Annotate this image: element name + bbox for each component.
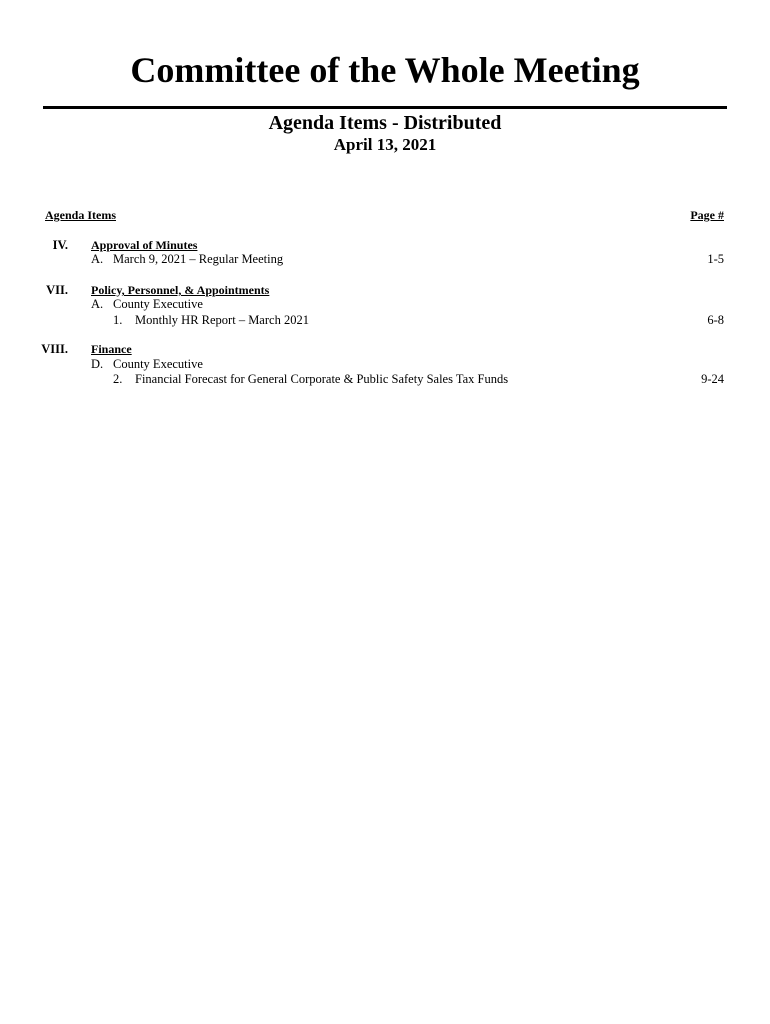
page-number-header: Page # bbox=[690, 208, 724, 222]
section-numeral: IV. bbox=[52, 238, 68, 252]
item-page: 6-8 bbox=[707, 313, 724, 327]
item-marker: A. bbox=[91, 252, 104, 266]
item-text: County Executive bbox=[113, 297, 203, 311]
agenda-items-header: Agenda Items bbox=[45, 208, 116, 222]
item-text: March 9, 2021 – Regular Meeting bbox=[113, 252, 284, 266]
agenda-line bbox=[91, 357, 203, 372]
document-title: Committee of the Whole Meeting bbox=[130, 50, 640, 90]
document-subtitle: Agenda Items - Distributed bbox=[268, 112, 502, 134]
item-text: County Executive bbox=[113, 357, 203, 371]
section-numeral: VII. bbox=[46, 283, 68, 297]
item-marker: 1. bbox=[113, 313, 123, 327]
meeting-date: April 13, 2021 bbox=[333, 135, 437, 154]
item-text: Financial Forecast for General Corporate & Public Safety Sales Tax Funds bbox=[135, 372, 509, 386]
item-marker: D. bbox=[91, 357, 104, 371]
section-title: Approval of Minutes bbox=[91, 238, 198, 252]
item-page: 9-24 bbox=[701, 372, 724, 386]
item-marker: 2. bbox=[113, 372, 123, 386]
agenda-line bbox=[91, 297, 203, 312]
section-title: Policy, Personnel, & Appointments bbox=[91, 283, 270, 297]
item-text: Monthly HR Report – March 2021 bbox=[135, 313, 309, 327]
title-rule bbox=[43, 106, 727, 109]
item-page: 1-5 bbox=[707, 252, 724, 266]
agenda-line bbox=[113, 372, 508, 387]
section-title: Finance bbox=[91, 342, 132, 356]
item-marker: A. bbox=[91, 297, 104, 311]
agenda-line bbox=[113, 313, 309, 328]
agenda-line bbox=[91, 252, 283, 267]
section-numeral: VIII. bbox=[41, 342, 68, 356]
